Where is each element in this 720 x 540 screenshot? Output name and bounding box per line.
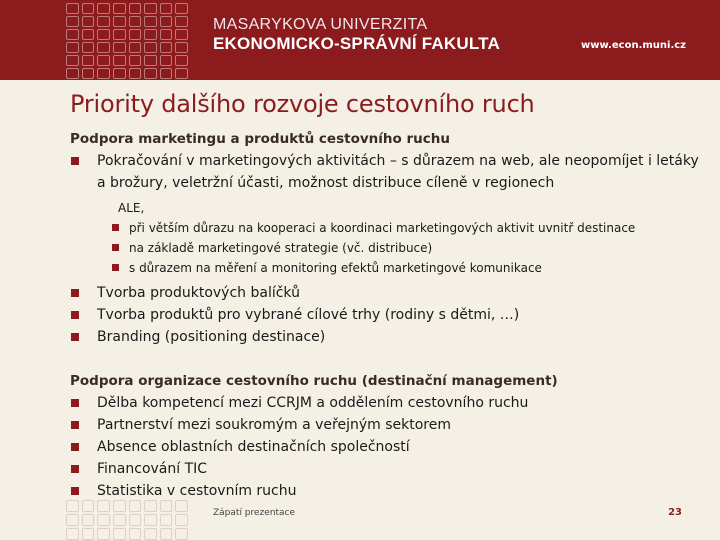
square-bullet-icon (71, 421, 79, 429)
list-item-text: Pokračování v marketingových aktivitách – s důrazem na web, ale neopomíjet i letáky a brožury, veletržní účasti, možnost distribuce cíleně v regionech (97, 153, 699, 191)
list-item (70, 150, 710, 194)
list-item (70, 326, 710, 348)
square-bullet-icon (71, 443, 79, 451)
sub-list-item-text: s důrazem na měření a monitoring efektů marketingové komunikace (129, 261, 542, 275)
sub-list-item-text: na základě marketingové strategie (vč. distribuce) (129, 241, 433, 255)
list-item-text: Statistika v cestovním ruchu (97, 483, 297, 499)
square-bullet-icon (112, 264, 119, 271)
page-number: 23 (668, 507, 682, 518)
list-item-text: Dělba kompetencí mezi CCRJM a oddělením cestovního ruchu (97, 395, 529, 411)
square-bullet-icon (71, 487, 79, 495)
list-item (70, 414, 710, 436)
sub-list-item (70, 218, 710, 238)
list-item-text: Branding (positioning destinace) (97, 329, 326, 345)
sub-list-item (70, 258, 710, 278)
slide-content (70, 129, 710, 502)
list-item (70, 392, 710, 414)
square-bullet-icon (112, 224, 119, 231)
note-text: ALE, (118, 201, 145, 215)
university-logo (66, 3, 188, 79)
square-bullet-icon (112, 244, 119, 251)
footer-text: Zápatí prezentace (213, 508, 296, 518)
square-bullet-icon (71, 465, 79, 473)
list-item-text: Tvorba produktových balíčků (97, 285, 300, 301)
list-item-text: Absence oblastních destinačních společností (97, 439, 410, 455)
square-bullet-icon (71, 289, 79, 297)
list-item (70, 480, 710, 502)
square-bullet-icon (71, 157, 79, 165)
faculty-name: EKONOMICKO-SPRÁVNÍ FAKULTA (213, 34, 500, 53)
sub-list-item-text: při větším důrazu na kooperaci a koordinaci marketingových aktivit uvnitř destinace (129, 221, 636, 235)
slide-title: Priority dalšího rozvoje cestovního ruch (70, 90, 535, 118)
list-item-text: Tvorba produktů pro vybrané cílové trhy (rodiny s dětmi, …) (97, 307, 520, 323)
list-item-text: Partnerství mezi soukromým a veřejným sektorem (97, 417, 451, 433)
square-bullet-icon (71, 399, 79, 407)
sub-list-item (70, 238, 710, 258)
section-heading-destination-management: Podpora organizace cestovního ruchu (destinační management) (70, 373, 558, 389)
university-name: MASARYKOVA UNIVERZITA (213, 16, 428, 33)
list-item-text: Financování TIC (97, 461, 208, 477)
square-bullet-icon (71, 333, 79, 341)
section-heading-marketing: Podpora marketingu a produktů cestovního ruchu (70, 131, 450, 147)
list-item (70, 282, 710, 304)
square-bullet-icon (71, 311, 79, 319)
list-item (70, 458, 710, 480)
footer-logo-watermark (66, 500, 188, 540)
list-item (70, 304, 710, 326)
slide-header (0, 0, 720, 80)
website-link[interactable]: www.econ.muni.cz (580, 40, 686, 51)
list-item (70, 436, 710, 458)
